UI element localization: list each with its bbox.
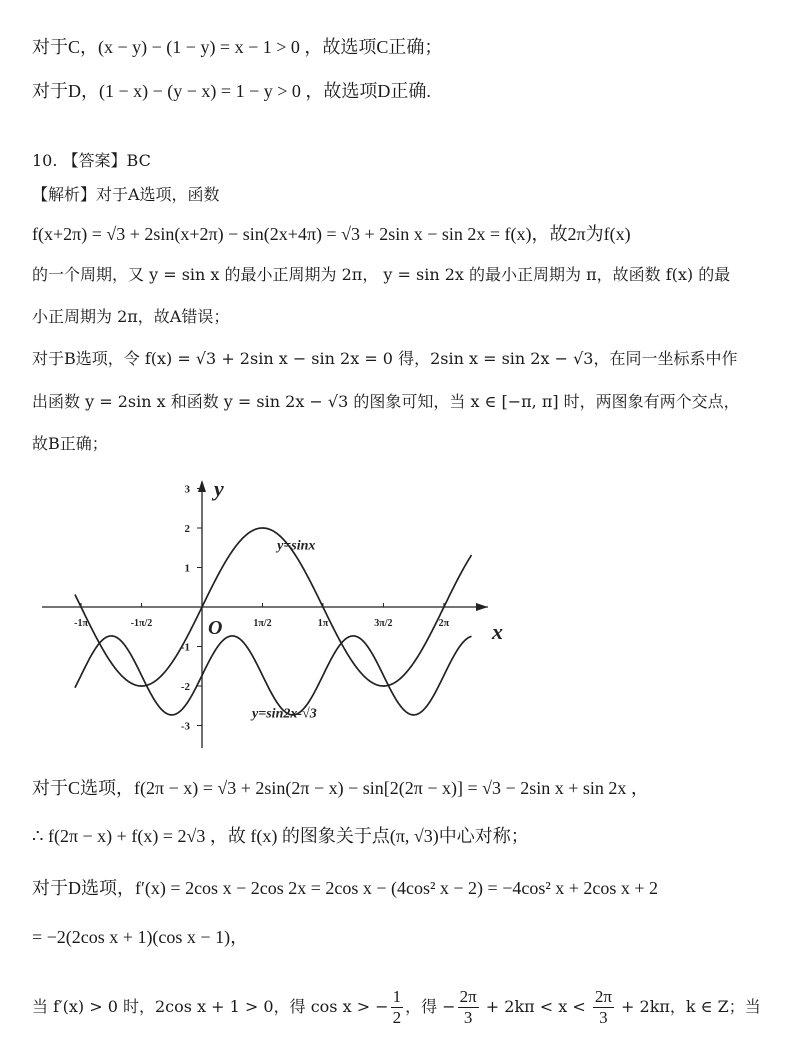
fraction-one-half: $\frac{1}{2}$ — [392, 987, 402, 1027]
x-tick-label-4: 3π/2 — [374, 618, 393, 629]
x-tick-label-5: 2π — [438, 618, 450, 629]
fraction-two-pi-third-a: $\frac{2\pi}{3}$ — [459, 987, 477, 1027]
d3-part3: + 2kπ < x < — [480, 997, 591, 1016]
y-tick-label-0: 3 — [184, 483, 190, 496]
series-label-0: y=sinx — [277, 538, 316, 554]
option-a-text-2: 小正周期为 2π，故A错误； — [32, 307, 230, 326]
d3-part2: ，得 − — [405, 997, 456, 1016]
option-b-text-3: 故B正确； — [32, 434, 108, 453]
x-tick-label-1: -1π/2 — [130, 618, 153, 629]
text-line-option-d-prev: 对于D，(1 − x) − (y − x) = 1 − y > 0 ，故选项D正确. — [32, 81, 431, 101]
d3-part1: 当 f′(x) > 0 时，2cos x + 1 > 0，得 cos x > − — [32, 997, 389, 1016]
option-b-text-2: 出函数 y = 2sin x 和函数 y = sin 2x − √3 的图象可知，当 x ∈ [−π, π] 时，两图象有两个交点， — [32, 392, 740, 411]
origin-label: O — [208, 617, 223, 639]
option-c-text-1: 对于C选项，f(2π − x) = √3 + 2sin(2π − x) − sin[2(2π − x)] = √3 − 2sin x + sin 2x ， — [32, 778, 649, 798]
series-label-1: y=sin2x-√3 — [252, 706, 317, 722]
option-b-text-1: 对于B选项，令 f(x) = √3 + 2sin x − sin 2x = 0 得，2sin x = sin 2x − √3，在同一坐标系中作 — [32, 349, 738, 368]
function-graph — [30, 470, 510, 760]
y-tick-label-5: -3 — [180, 720, 190, 733]
option-c-text-2: ∴ f(2π − x) + f(x) = 2√3 ，故 f(x) 的图象关于点(π, √3)中心对称； — [32, 826, 529, 846]
option-d-text-1: 对于D选项，f′(x) = 2cos x − 2cos 2x = 2cos x − (4cos² x − 2) = −4cos² x + 2cos x + 2 — [32, 878, 659, 898]
d3-part4: + 2kπ，k ∈ Z；当 — [615, 997, 761, 1016]
series-line-1 — [75, 636, 472, 715]
y-axis-label: y — [214, 476, 224, 501]
text-line-option-c-prev: 对于C，(x − y) − (1 − y) = x − 1 > 0 ，故选项C正确； — [32, 37, 443, 57]
option-d-text-3 — [32, 985, 786, 1029]
analysis-heading: 【解析】对于A选项，函数 — [32, 185, 220, 204]
option-a-equation: f(x+2π) = √3 + 2sin(x+2π) − sin(2x+4π) = √3 + 2sin x − sin 2x = f(x)，故2π为f(x) — [32, 224, 631, 244]
x-axis-label: x — [492, 619, 503, 644]
x-tick-label-3: 1π — [317, 618, 329, 629]
y-tick-label-3: -1 — [180, 641, 190, 654]
option-d-text-2: = −2(2cos x + 1)(cos x − 1)， — [32, 927, 249, 947]
y-tick-label-4: -2 — [180, 681, 190, 693]
question-10-answer: 10. 【答案】BC — [32, 151, 151, 170]
y-tick-label-2: 1 — [184, 562, 190, 575]
x-tick-label-2: 1π/2 — [253, 618, 272, 629]
y-axis-arrow — [198, 480, 206, 492]
fraction-two-pi-third-b: $\frac{2\pi}{3}$ — [594, 987, 612, 1027]
y-tick-label-1: 2 — [184, 523, 190, 535]
x-tick-label-0: -1π — [74, 618, 88, 629]
option-a-text-1: 的一个周期，又 y = sin x 的最小正周期为 2π， y = sin 2x 的最小正周期为 π，故函数 f(x) 的最 — [32, 265, 731, 284]
x-axis-arrow — [476, 603, 488, 611]
